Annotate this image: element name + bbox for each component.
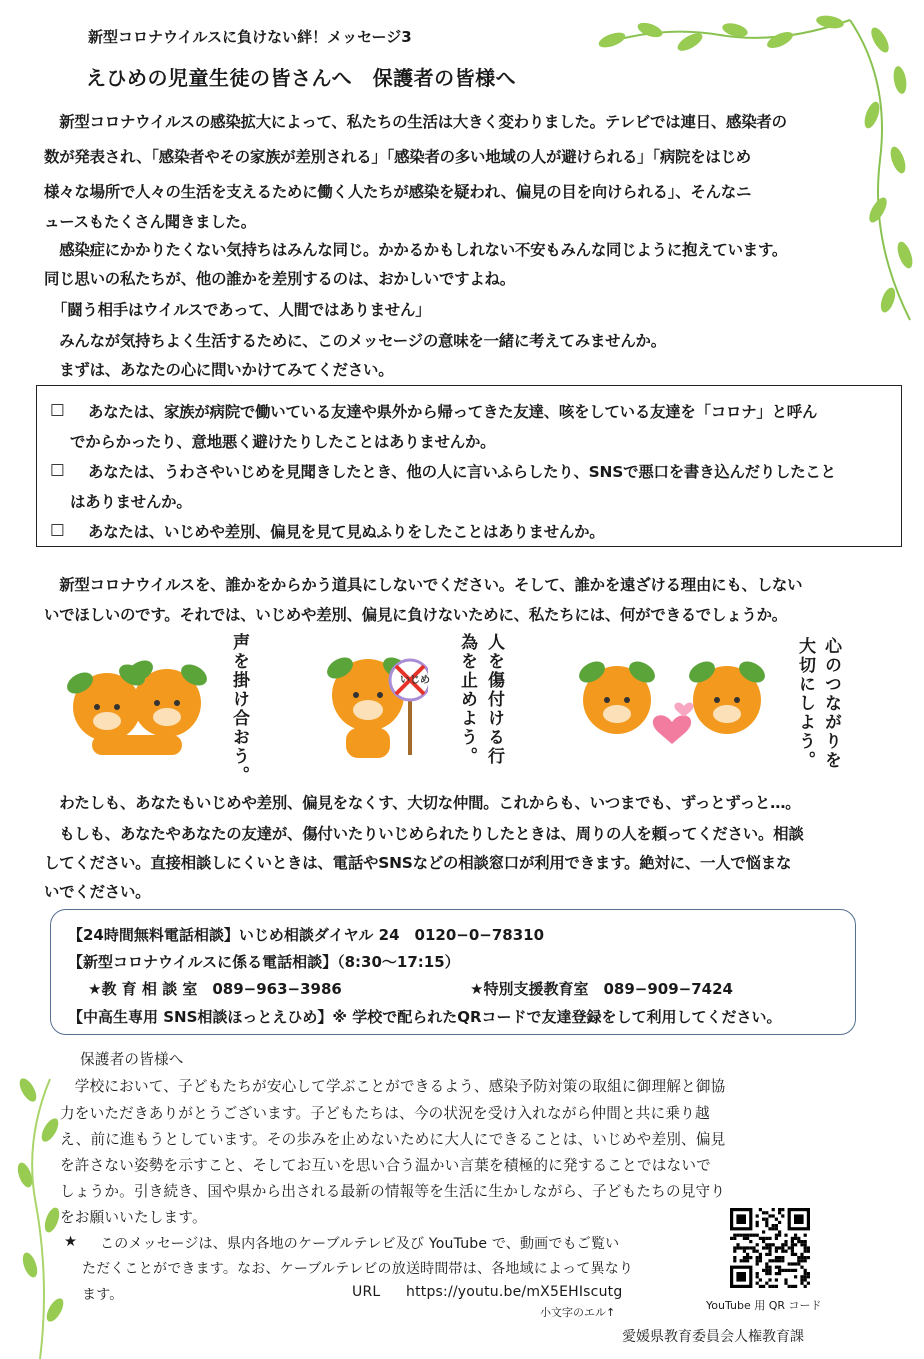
middle-line: 新型コロナウイルスを、誰かをからかう道具にしないでください。そして、誰かを遠ざける理由にも、しない <box>44 576 803 594</box>
contact-special-support: ★特別支援教育室 089−909−7424 <box>470 980 733 998</box>
checklist-item: あなたは、家族が病院で働いている友達や県外から帰ってきた友達、咳をしている友達を「コロナ」と呼ん <box>88 403 818 421</box>
mascot-pair-illustration <box>62 645 212 760</box>
qr-code-icon[interactable] <box>730 1208 810 1288</box>
closing-line: わたしも、あなたもいじめや差別、偏見をなくす、大切な仲間。これからも、いつまでも、ずっとずっと…。 <box>44 794 801 812</box>
checklist-item-cont: でからかったり、意地悪く避けたりしたことはありませんか。 <box>70 433 496 451</box>
intro-line: 数が発表され、「感染者やその家族が差別される」「感染者の多い地域の人が避けられる」「病院をはじめ <box>44 148 751 166</box>
caption-connect-b: 大切にしよう。 <box>795 637 815 770</box>
contact-24h: 【24時間無料電話相談】いじめ相談ダイヤル 24 0120−0−78310 <box>68 926 545 944</box>
sign-text: いじめ <box>400 675 430 686</box>
caption-stop-hurting-a: 人を傷付ける行 <box>484 633 504 766</box>
star-icon: ★ <box>64 1233 78 1250</box>
youtube-line: ただくことができます。なお、ケーブルテレビの放送時間帯は、各地域によって異なり <box>82 1261 634 1277</box>
intro-line: 様々な場所で人々の生活を支えるために働く人たちが感染を疑われ、偏見の目を向けられる」、そんなニ <box>44 183 752 201</box>
parents-line: え、前に進もうとしています。その歩みを止めないために大人にできることは、いじめや差別、偏見 <box>60 1131 726 1148</box>
footer-organization: 愛媛県教育委員会人権教育課 <box>622 1329 804 1345</box>
intro-line: ュースもたくさん聞きました。 <box>44 213 256 231</box>
intro-line: 新型コロナウイルスの感染拡大によって、私たちの生活は大きく変わりました。テレビでは連日、感染者の <box>44 113 787 131</box>
caption-stop-hurting-b: 為を止めよう。 <box>457 633 477 766</box>
header-subtitle: えひめの児童生徒の皆さんへ 保護者の皆様へ <box>86 66 517 90</box>
parents-line: をお願いいたします。 <box>60 1209 207 1226</box>
checklist-item-cont: はありませんか。 <box>70 493 192 511</box>
intro-line: みんなが気持ちよく生活するために、このメッセージの意味を一緒に考えてみませんか。 <box>44 332 666 350</box>
contact-education-office: ★教 育 相 談 室 089−963−3986 <box>88 980 342 998</box>
parents-line: 学校において、子どもたちが安心して学ぶことができるよう、感染予防対策の取組に御理解と御協 <box>60 1078 726 1095</box>
contact-sns: 【中高生専用 SNS相談ほっとえひめ】※ 学校で配られたQRコードで友達登録をして利用してください。 <box>68 1008 782 1026</box>
checklist-item: あなたは、いじめや差別、偏見を見て見ぬふりをしたことはありませんか。 <box>88 523 605 541</box>
checklist-checkbox[interactable]: □ <box>50 400 65 418</box>
caption-connect-a: 心のつながりを <box>821 637 841 770</box>
closing-line: いでください。 <box>44 883 151 901</box>
intro-quote: 「闘う相手はウイルスであって、人間ではありません」 <box>52 301 431 319</box>
closing-line: してください。直接相談しにくいときは、電話やSNSなどの相談窓口が利用できます。絶対に、一人で悩まな <box>44 854 792 872</box>
checklist-checkbox[interactable]: □ <box>50 520 65 538</box>
contact-corona: 【新型コロナウイルスに係る電話相談】（8:30〜17:15） <box>68 953 460 971</box>
url-label: URL <box>352 1284 381 1300</box>
checklist-item: あなたは、うわさやいじめを見聞きしたとき、他の人に言いふらしたり、SNSで悪口を書き込んだりしたこと <box>88 463 836 481</box>
closing-line: もしも、あなたやあなたの友達が、傷付いたりいじめられたりしたときは、周りの人を頼ってください。相談 <box>44 825 804 843</box>
parents-line: を許さない姿勢を示すこと、そしてお互いを思い合う温かい言葉を積極的に発することではないで <box>60 1157 711 1174</box>
qr-caption: YouTube 用 QR コード <box>706 1299 822 1312</box>
youtube-line: ます。 <box>82 1287 124 1303</box>
intro-line: 感染症にかかりたくない気持ちはみんな同じ。かかるかもしれない不安もみんな同じように抱えています。 <box>44 241 788 259</box>
checklist-checkbox[interactable]: □ <box>50 460 65 478</box>
parents-heading: 保護者の皆様へ <box>80 1051 184 1068</box>
intro-line: まずは、あなたの心に問いかけてみてください。 <box>44 361 394 379</box>
header-title: 新型コロナウイルスに負けない絆！メッセージ3 <box>88 28 412 46</box>
caption-speak-up: 声を掛け合おう。 <box>229 633 249 785</box>
intro-line: 同じ思いの私たちが、他の誰かを差別するのは、おかしいですよね。 <box>44 270 515 288</box>
parents-line: 力をいただきありがとうございます。子どもたちは、今の状況を受け入れながら仲間と共に乗り越 <box>60 1105 710 1122</box>
url-note: 小文字のエル↑ <box>540 1306 616 1319</box>
middle-line: いでほしいのです。それでは、いじめや差別、偏見に負けないために、私たちには、何ができるでしょうか。 <box>44 606 787 624</box>
mascot-stop-bullying-illustration <box>318 640 428 765</box>
parents-line: しょうか。引き続き、国や県から出される最新の情報等を生活に生かしながら、子どもたちの見守り <box>60 1183 726 1200</box>
youtube-line: このメッセージは、県内各地のケーブルテレビ及び YouTube で、動画でもご覧い <box>100 1236 620 1252</box>
youtube-url-link[interactable]: https://youtu.be/mX5EHIscutg <box>406 1284 623 1300</box>
mascot-heart-illustration <box>572 642 772 757</box>
